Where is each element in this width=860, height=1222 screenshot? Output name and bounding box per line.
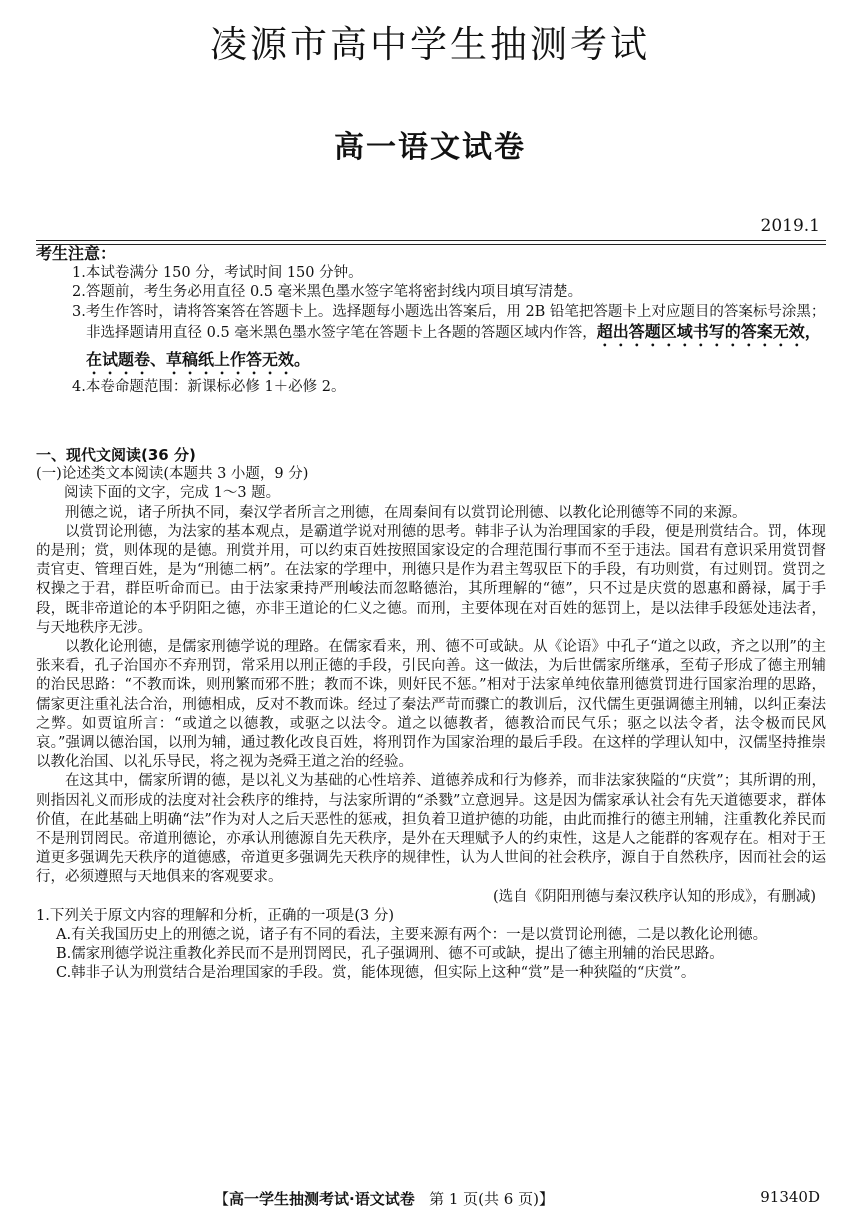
footer-paper-name: 语文试卷 <box>354 1190 415 1208</box>
notice-item-3 <box>36 303 826 379</box>
paper-code: 91340D <box>760 1188 820 1206</box>
exam-title: 凌源市高中学生抽测考试 <box>210 23 650 66</box>
reading-section <box>36 446 826 984</box>
notice-item-2: 2.答题前，考生务必用直径 0.5 毫米黑色墨水签字笔将密封线内项目填写清楚。 <box>72 284 583 300</box>
section-title: 一、现代文阅读(36 分) <box>36 446 196 464</box>
exam-date: 2019.1 <box>760 216 820 236</box>
footer-left-bracket: 【 <box>214 1190 230 1208</box>
question-1-option-b: B.儒家刑德学说注重教化养民而不是刑罚罔民，孔子强调刑、德不可或缺，提出了德主刑辅的治民思路。 <box>56 946 724 963</box>
candidate-notice <box>36 244 826 398</box>
notice-item-1: 1.本试卷满分 150 分，考试时间 150 分钟。 <box>72 264 363 281</box>
header-rule-top <box>36 240 826 241</box>
notice-item-3-emphasis: 超出答题区域书写的答案无效，在试题卷、草稿纸上作答无效。 <box>86 322 821 369</box>
paper-title: 高一语文试卷 <box>334 130 526 165</box>
subsection-title: (一)论述类文本阅读(本题共 3 小题，9 分) <box>36 466 309 483</box>
passage-paragraph-1: 刑德之说，诸子所执不同，秦汉学者所言之刑德，在周秦间有以赏罚论刑德、以教化论刑德等不同的来源。 <box>65 504 747 521</box>
passage-paragraph-2: 以赏罚论刑德，为法家的基本观点，是霸道学说对刑德的思考。韩非子认为治理国家的手段，便是刑赏结合。罚，体现的是刑；赏，则体现的是德。刑赏并用，可以约束百姓按照国家设定的合理范围行事而不至于违法。国君有意识采用赏罚督责官吏、管理百姓，是为“刑德二柄”。在法家的学理中，刑德只是作为君主驾驭臣下的手段，有功则赏，有过则罚。赏罚之权操之于君，群臣听命而已。由于法家秉持严刑峻法而忽略德治，其所理解的“德”，只不过是庆赏的恩惠和爵禄，属于手段，既非帝道论的本乎阴阳之德，亦非王道论的仁义之德。而刑，主要体现在对百姓的惩罚上，是以法律手段惩处违法者，与天地秩序无涉。 <box>36 523 826 636</box>
notice-title: 考生注意： <box>36 244 117 263</box>
footer-dot: · <box>349 1190 355 1208</box>
passage-source: (选自《阴阳刑德与秦汉秩序认知的形成》，有删减) <box>492 888 816 905</box>
reading-instruction: 阅读下面的文字，完成 1～3 题。 <box>64 485 281 502</box>
question-1-option-a: A.有关我国历史上的刑德之说，诸子有不同的看法，主要来源有两个：一是以赏罚论刑德，二是以教化论刑德。 <box>56 927 768 944</box>
notice-item-3-text: 3.考生作答时，请将答案答在答题卡上。选择题每小题选出答案后，用 2B 铅笔把答题卡上对应题目的答案标号涂黑；非选择题请用直径 0.5 毫米黑色墨水签字笔在答题卡上各题的答题区域内作答， <box>72 303 826 341</box>
notice-item-4: 4.本卷命题范围：新课标必修 1＋必修 2。 <box>72 379 346 395</box>
question-1-option-c: C.韩非子认为刑赏结合是治理国家的手段。赏，能体现德，但实际上这种“赏”是一种狭隘的“庆赏”。 <box>56 965 696 982</box>
footer-right-bracket: 】 <box>538 1190 554 1208</box>
passage-paragraph-4: 在这其中，儒家所谓的德，是以礼义为基础的心性培养、道德养成和行为修养，而非法家狭隘的“庆赏”；其所谓的刑，则指因礼义而形成的法度对社会秩序的维持，与法家所谓的“杀戮”立意迥异。这是因为儒家承认社会有先天道德要求，群体价值，在此基础上明确“法”作为对人之后天恶性的惩戒，担负着卫道护德的功能，由此而推行的德主刑辅，注重教化养民而不是刑罚罔民。帝道刑德论，亦承认刑德源自先天秩序，是外在天理赋予人的约束性，这是人之能群的客观存在。相对于王道更多强调先天秩序的道德感，帝道更多强调先天秩序的规律性，认为人世间的社会秩序，源自于自然秩序，因而社会的运行，必须遵照与天地俱来的客观要求。 <box>36 773 826 886</box>
footer-page-info: 第 1 页(共 6 页) <box>429 1190 539 1208</box>
footer-exam-name: 高一学生抽测考试 <box>229 1190 350 1208</box>
question-1-stem: 1.下列关于原文内容的理解和分析，正确的一项是(3 分) <box>36 907 394 924</box>
passage-paragraph-3: 以教化论刑德，是儒家刑德学说的理路。在儒家看来，刑、德不可或缺。从《论语》中孔子“道之以政，齐之以刑”的主张来看，孔子治国亦不弃刑罚，常采用以刑正德的手段，引民向善。这一做法，为后世儒家所继承，至荀子形成了德主刑辅的治民思路：“不教而诛，则刑繁而邪不胜；教而不诛，则奸民不惩。”相对于法家单纯依靠刑德赏罚进行国家治理的思路，儒家更注重礼法合治，刑德相成，反对不教而诛。经过了秦法严苛而骤亡的教训后，汉代儒生更强调德主刑辅，以纠正秦法之弊。如贾谊所言：“或道之以德教，或驱之以法令。道之以德教者，德教洽而民气乐；驱之以法令者，法令极而民风哀。”强调以德治国，以刑为辅，通过教化改良百姓，将刑罚作为国家治理的最后手段。在这样的学理认知中，汉儒坚持推崇以教化治国、以礼乐导民，将之视为尧舜王道之治的经验。 <box>36 639 826 771</box>
footer-label <box>214 1188 554 1209</box>
